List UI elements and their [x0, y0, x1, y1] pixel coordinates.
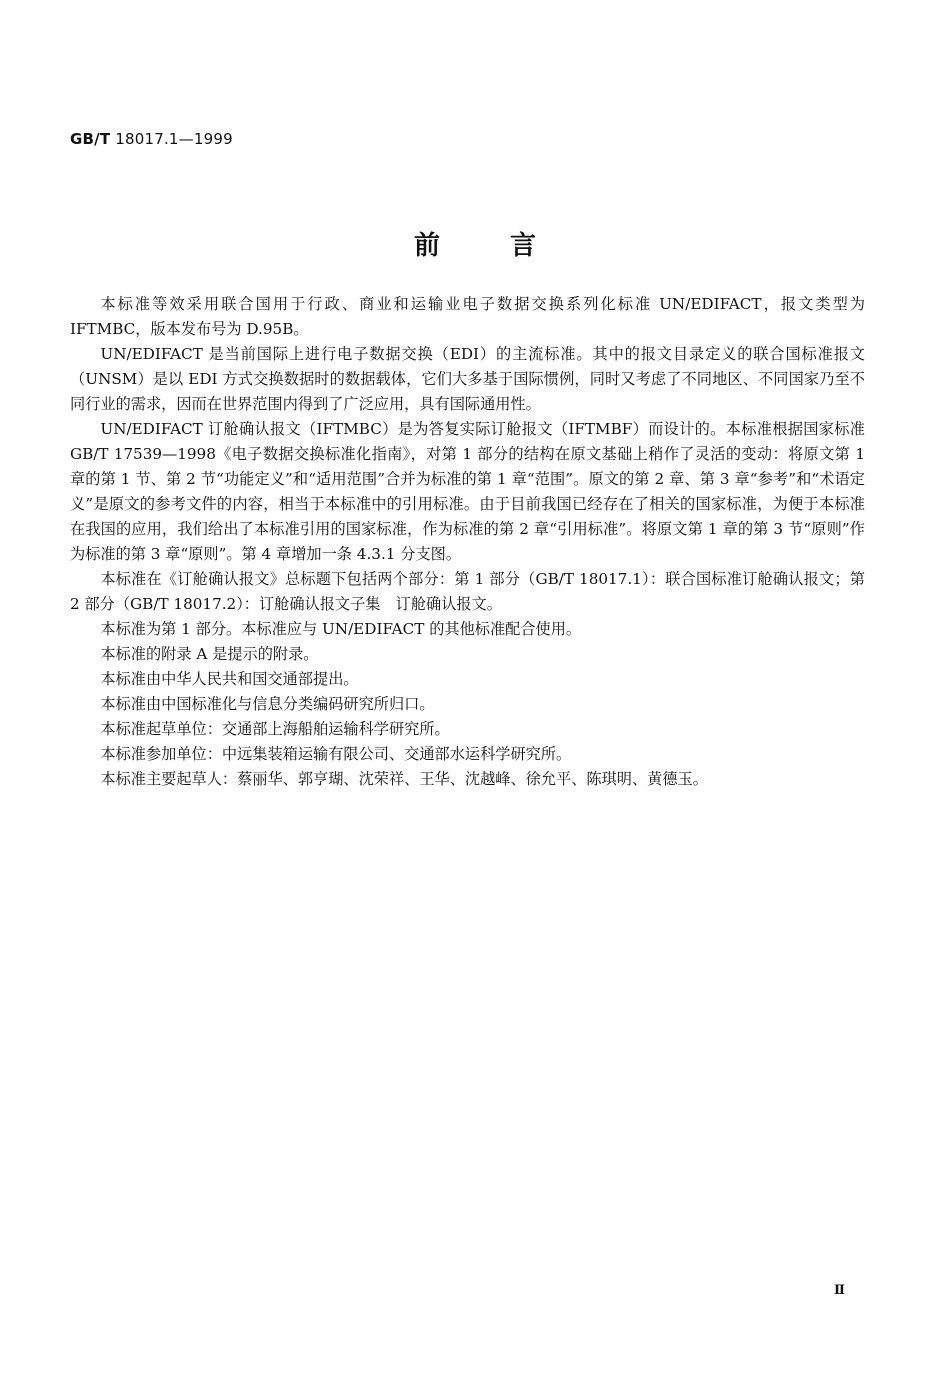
standard-number-rest: 18017.1—1999 [110, 130, 233, 148]
page-number: Ⅱ [834, 1283, 845, 1298]
paragraph-7: 本标准由中华人民共和国交通部提出。 [100, 670, 359, 688]
paragraph-4: 本标准在《订舱确认报文》总标题下包括两个部分：第 1 部分（GB/T 18017.1）：联合国标准订舱确认报文；第 2 部分（GB/T 18017.2）：订舱确认报文子集 订舱确认报文。 [70, 570, 865, 613]
paragraph-9: 本标准起草单位：交通部上海船舶运输科学研究所。 [100, 720, 450, 738]
paragraph-8: 本标准由中国标准化与信息分类编码研究所归口。 [100, 695, 435, 713]
paragraph-6: 本标准的附录 A 是提示的附录。 [100, 645, 319, 663]
paragraph-3: UN/EDIFACT 订舱确认报文（IFTMBC）是为答复实际订舱报文（IFTMBF）而设计的。本标准根据国家标准 GB/T 17539—1998《电子数据交换标准化指南》，对第 1 部分的结构在原文基础上稍作了灵活的变动：将原文第 1 章的第 1 节、第 2 节“功能定义”和“适用范围”合并为标准的第 1 章“范围”。原文的第 2 章、第 3 章“参考”和“术语定义”是原文的参考文件的内容，相当于本标准中的引用标准。由于目前我国已经存在了相关的国家标准，为便于本标准在我国的应用，我们给出了本标准引用的国家标准，作为标准的第 2 章“引用标准”。将原文第 1 章的第 3 节“原则”作为标准的第 3 章“原则”。第 4 章增加一条 4.3.1 分支图。 [70, 420, 865, 563]
paragraph-10: 本标准参加单位：中远集装箱运输有限公司、交通部水运科学研究所。 [100, 745, 572, 763]
foreword-body [70, 292, 865, 792]
paragraph-11: 本标准主要起草人：蔡丽华、郭亨瑚、沈荣祥、王华、沈越峰、徐允平、陈琪明、黄德玉。 [100, 770, 708, 788]
paragraph-2: UN/EDIFACT 是当前国际上进行电子数据交换（EDI）的主流标准。其中的报文目录定义的联合国标准报文（UNSM）是以 EDI 方式交换数据时的数据载体，它们大多基于国际惯例，同时又考虑了不同地区、不同国家乃至不同行业的需求，因而在世界范围内得到了广泛应用，具有国际通用性。 [70, 345, 865, 413]
paragraph-1: 本标准等效采用联合国用于行政、商业和运输业电子数据交换系列化标准 UN/EDIFACT，报文类型为 IFTMBC，版本发布号为 D.95B。 [70, 295, 865, 338]
standard-number [70, 130, 233, 148]
paragraph-5: 本标准为第 1 部分。本标准应与 UN/EDIFACT 的其他标准配合使用。 [100, 620, 582, 638]
standard-number-prefix: GB/T [70, 130, 111, 148]
page-title: 前言 [413, 231, 606, 261]
